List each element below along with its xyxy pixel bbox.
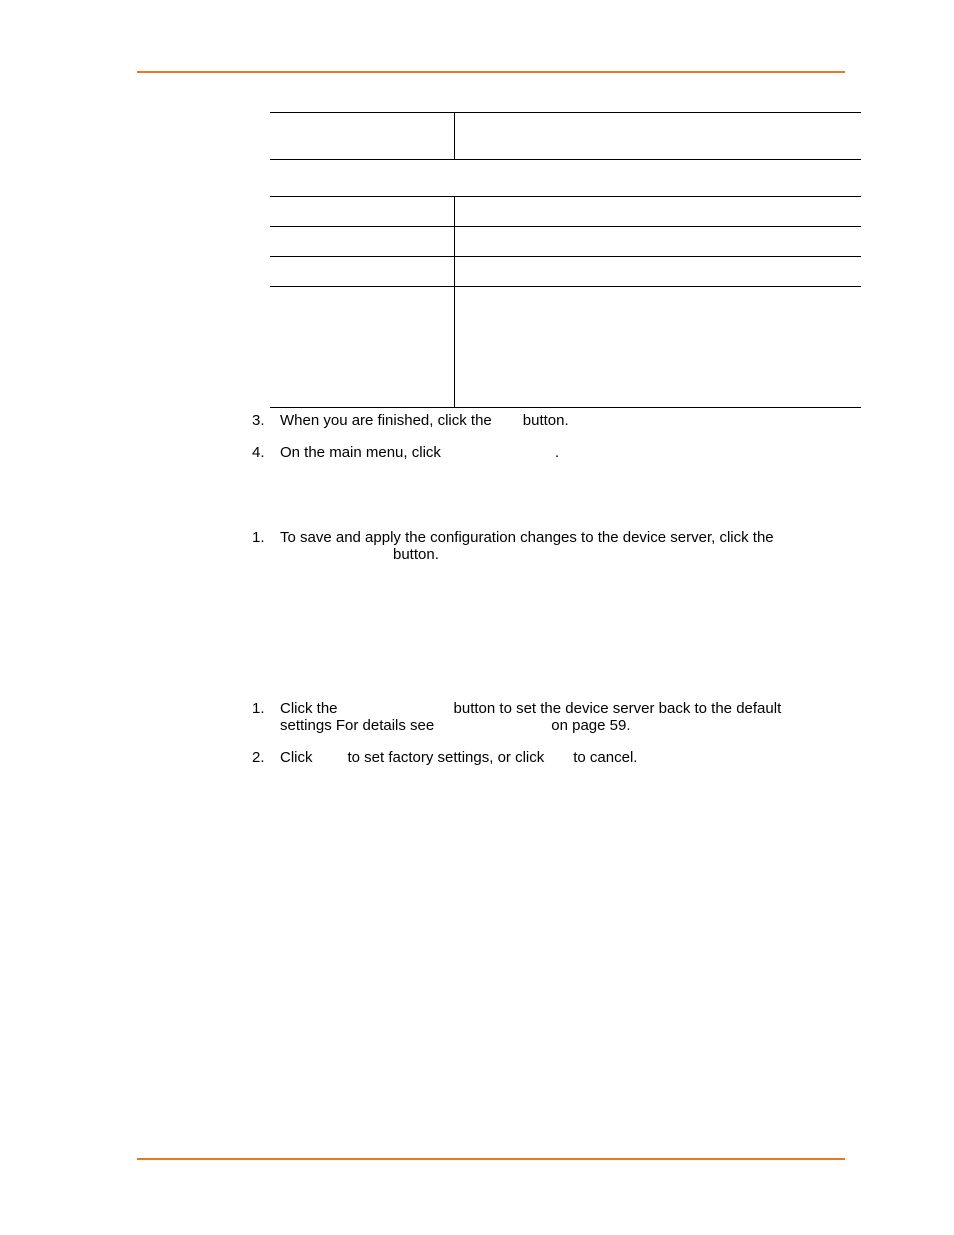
footer-rule bbox=[137, 1158, 845, 1160]
settings-table bbox=[270, 112, 861, 409]
table-cell-label bbox=[270, 197, 455, 226]
table-cell-value bbox=[455, 257, 861, 286]
table-row bbox=[270, 287, 861, 408]
step-text: Click to set factory settings, or click to cancel. bbox=[280, 749, 638, 766]
table-section-cell bbox=[270, 160, 861, 196]
header-rule bbox=[137, 71, 845, 73]
table-section-row bbox=[270, 160, 861, 197]
step-number: 1. bbox=[252, 529, 265, 546]
step-text: To save and apply the configuration changes to the device server, click the button. bbox=[280, 529, 774, 563]
step-text: Click the button to set the device server back to the default settings For details see on page 59. bbox=[280, 700, 782, 734]
table-row bbox=[270, 227, 861, 257]
step-text: On the main menu, click . bbox=[280, 444, 560, 461]
step-number: 1. bbox=[252, 700, 265, 717]
table-cell-label bbox=[270, 227, 455, 256]
table-cell-value bbox=[455, 287, 861, 407]
table-cell-label bbox=[270, 287, 455, 407]
table-cell-value bbox=[455, 197, 861, 226]
table-cell-label bbox=[270, 113, 455, 159]
table-cell-value bbox=[455, 227, 861, 256]
step-number: 2. bbox=[252, 749, 265, 766]
table-row bbox=[270, 257, 861, 287]
step-number: 4. bbox=[252, 444, 265, 461]
step-text: When you are finished, click the button. bbox=[280, 412, 569, 429]
table-cell-label bbox=[270, 257, 455, 286]
step-number: 3. bbox=[252, 412, 265, 429]
table-cell-value bbox=[455, 113, 861, 159]
table-row bbox=[270, 113, 861, 160]
table-row bbox=[270, 197, 861, 227]
